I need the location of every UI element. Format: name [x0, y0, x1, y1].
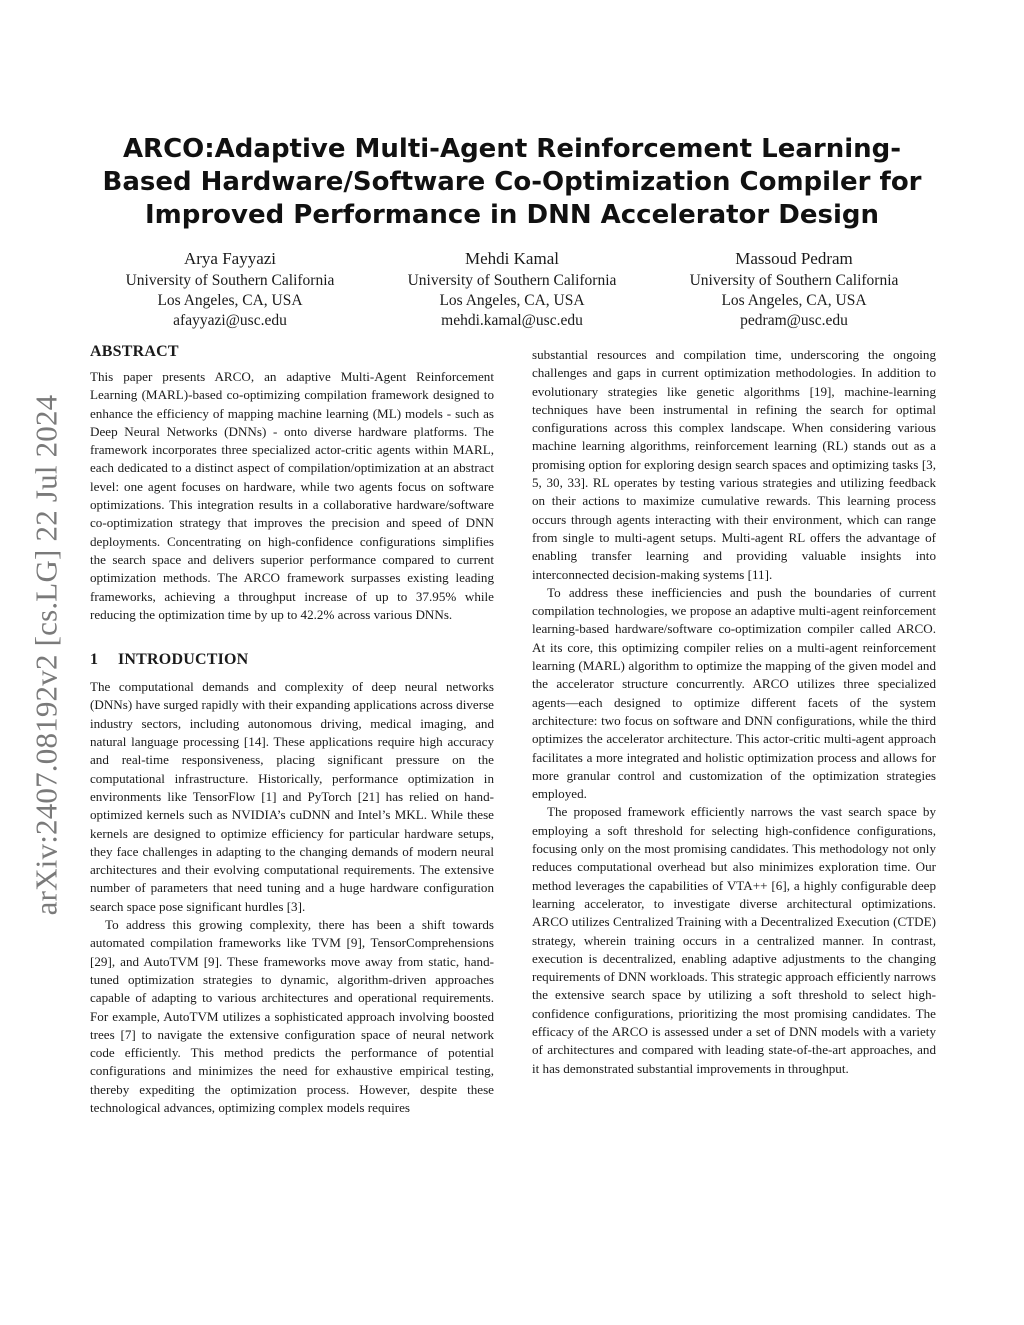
- author-name: Massoud Pedram: [735, 249, 853, 268]
- author-affiliation: University of Southern California: [689, 272, 899, 289]
- author-location: Los Angeles, CA, USA: [157, 292, 303, 309]
- author-affiliation: University of Southern California: [407, 272, 617, 289]
- intro-paragraph-2-continued: substantial resources and compilation time, underscoring the ongoing challenges and gaps in current optimization methodologies. In addition to evolutionary strategies like genetic algorithms [19], machine-learning techniques have been instrumental in refining the search for optimal configurations across this complex landscape. When considering various machine learning algorithms, reinforcement learning (RL) stands out as a promising option for exploring design search spaces and optimizing tasks [3, 5, 30, 33]. RL operates by testing various strategies and utilizing feedback on their actions to maximize cumulative rewards. This learning process occurs through agents interacting with their environment, which can range from single to multi-agent setups. Multi-agent RL offers the advantage of enabling transfer learning and providing valuable insights into interconnected decision-making systems [11].: [532, 347, 936, 582]
- author-location: Los Angeles, CA, USA: [721, 292, 867, 309]
- author-name: Mehdi Kamal: [465, 249, 559, 268]
- arxiv-stamp: [16, 365, 76, 945]
- intro-paragraph-4: The proposed framework efficiently narrows the vast search space by employing a soft threshold for selecting high-confidence configurations, focusing only on the most promising candidates. This methodology not only reduces computational overhead but also minimizes exploration time. Our method leverages the capabilities of VTA++ [6], a highly configurable deep learning accelerator, to investigate diverse architectural optimizations. ARCO utilizes Centralized Training with a Decentralized Execution (CTDE) strategy, wherein training occurs in a centralized manner. In contrast, execution is decentralized, enabling adaptive adjustments to the changing requirements of DNN workloads. This strategic approach efficiently narrows the extensive search space by utilizing a soft threshold to select high-confidence configurations, prioritizing the most promising candidates. The efficacy of the ARCO is assessed under a set of DNN models with a variety of architectures and compared with leading state-of-the-art approaches, and it has demonstrated substantial improvements in throughput.: [532, 804, 936, 1076]
- author-3: [654, 248, 934, 331]
- right-column: [532, 346, 936, 1078]
- author-location: Los Angeles, CA, USA: [439, 292, 585, 309]
- author-1: [90, 248, 370, 331]
- abstract-text: This paper presents ARCO, an adaptive Multi-Agent Reinforcement Learning (MARL)-based co-optimizing compilation framework designed to enhance the efficiency of mapping machine learning (ML) models - such as Deep Neural Networks (DNNs) - onto diverse hardware platforms. The framework incorporates three specialized actor-critic agents within MARL, each dedicated to a distinct aspect of compilation/optimization at an abstract level: one agent focuses on hardware, while two agents focus on software optimizations. This integration results in a collaborative hardware/software co-optimization strategy that improves the precision and speed of DNN deployments. Concentrating on high-confidence configurations simplifies the search space and delivers superior performance compared to current optimization methods. The ARCO framework surpasses existing leading frameworks, achieving a throughput increase of up to 37.95% while reducing the optimization time by up to 42.2% across various DNNs.: [90, 369, 494, 622]
- section-title: INTRODUCTION: [118, 651, 249, 669]
- author-email[interactable]: afayyazi@usc.edu: [173, 312, 287, 329]
- author-2: [372, 248, 652, 331]
- author-affiliation: University of Southern California: [125, 272, 335, 289]
- author-name: Arya Fayyazi: [183, 249, 277, 268]
- intro-paragraph-3: To address these inefficiencies and push the boundaries of current compilation technologies, we propose an adaptive multi-agent reinforcement learning-based hardware/software co-optimization compiler called ARCO. At its core, this optimizing compiler relies on a multi-agent reinforcement learning (MARL) algorithm to optimize the mapping of the given model and the accelerator structure concurrently. ARCO utilizes three specialized agents—each designed to optimize different facets of the system architecture: two focus on software and DNN configurations, while the third optimizes the accelerator architecture. This actor-critic multi-agent approach facilitates a more integrated and holistic optimization process and allows for more granular control and customization of the optimization strategies employed.: [532, 584, 936, 802]
- section-number: 1: [90, 651, 99, 669]
- paper-title: ARCO:Adaptive Multi-Agent Reinforcement Learning-Based Hardware/Software Co-Optimization Compiler for Improved Performance in DNN Accelerator Design: [102, 134, 922, 230]
- intro-paragraph-1: The computational demands and complexity of deep neural networks (DNNs) have surged rapidly with their expanding applications across diverse industry sectors, including autonomous driving, medical imaging, and natural language processing [14]. These applications require high accuracy and real-time responsiveness, placing significant pressure on the computational infrastructure. Historically, performance optimization in environments like TensorFlow [1] and PyTorch [21] has relied on hand-optimized kernels such as NVIDIA’s cuDNN and Intel’s MKL. While these kernels are designed to optimize efficiency for particular hardware setups, they face challenges in adapting to the changing demands of modern neural architectures and their evolving computational requirements. The extensive number of parameters that need tuning and a huge hardware configuration search space pose significant hurdles [3].: [90, 679, 494, 914]
- author-email[interactable]: pedram@usc.edu: [740, 312, 848, 329]
- intro-paragraph-2: To address this growing complexity, there has been a shift towards automated compilation frameworks like TVM [9], TensorComprehensions [29], and AutoTVM [9]. These frameworks move away from static, hand-tuned optimization strategies to dynamic, algorithm-driven approaches capable of adapting to various architectures and operational requirements. For example, AutoTVM utilizes a sophisticated approach involving boosted trees [7] to navigate the extensive configuration space of neural network code efficiently. This method predicts the performance of potential configurations and minimizes the need for exhaustive empirical testing, thereby expediting the optimization process. However, despite these technological advances, optimizing complex models requires: [90, 917, 494, 1115]
- left-column: [90, 342, 494, 1117]
- author-block: [90, 248, 934, 331]
- author-email[interactable]: mehdi.kamal@usc.edu: [441, 312, 583, 329]
- arxiv-identifier[interactable]: arXiv:2407.08192v2 [cs.LG] 22 Jul 2024: [28, 394, 64, 916]
- introduction-heading: [90, 650, 494, 670]
- abstract-heading: ABSTRACT: [90, 343, 179, 360]
